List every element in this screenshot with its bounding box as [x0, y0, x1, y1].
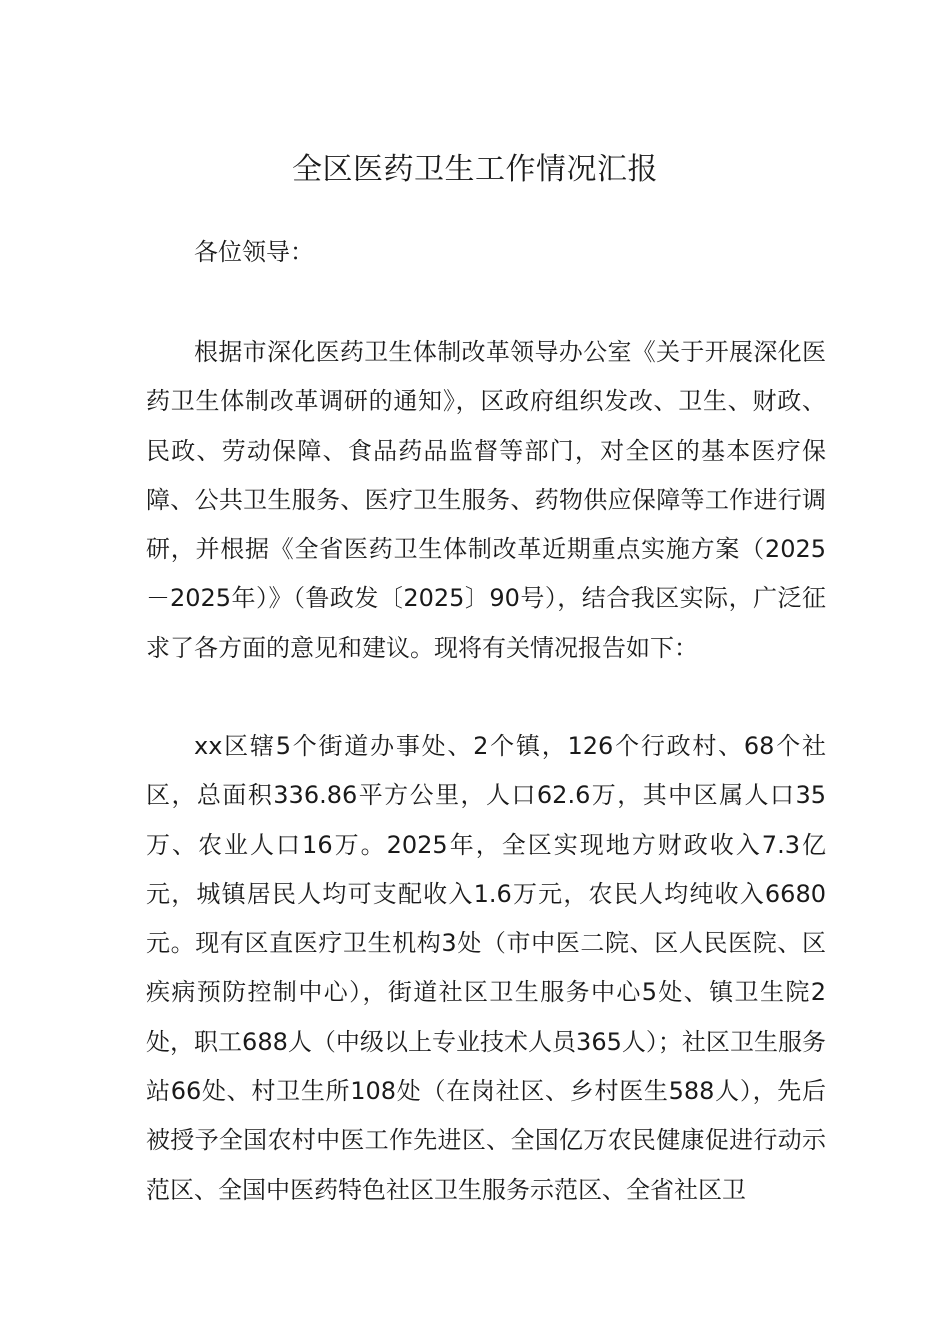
paragraph-overview: xx区辖5个街道办事处、2个镇，126个行政村、68个社区，总面积336.86平方公里，人口62.6万，其中区属人口35万、农业人口16万。2025年，全区实现地方财政收入7.3亿元，城镇居民人均可支配收入1.6万元，农民人均纯收入6680元。现有区直医疗卫生机构3处（市中医二院、区人民医院、区疾病预防控制中心），街道社区卫生服务中心5处、镇卫生院2处，职工688人（中级以上专业技术人员365人）；社区卫生服务站66处、村卫生所108处（在岗社区、乡村医生588人），先后被授予全国农村中医工作先进区、全国亿万农民健康促进行动示范区、全国中医药特色社区卫生服务示范区、全省社区卫 — [146, 732, 826, 1204]
document-title: 全区医药卫生工作情况汇报 — [292, 152, 658, 188]
salutation: 各位领导： — [194, 238, 314, 266]
paragraph-intro: 根据市深化医药卫生体制改革领导办公室《关于开展深化医药卫生体制改革调研的通知》，区政府组织发改、卫生、财政、民政、劳动保障、食品药品监督等部门，对全区的基本医疗保障、公共卫生服务、医疗卫生服务、药物供应保障等工作进行调研，并根据《全省医药卫生体制改革近期重点实施方案（2025－2025年）》（鲁政发〔2025〕90号），结合我区实际，广泛征求了各方面的意见和建议。现将有关情况报告如下： — [146, 338, 826, 662]
